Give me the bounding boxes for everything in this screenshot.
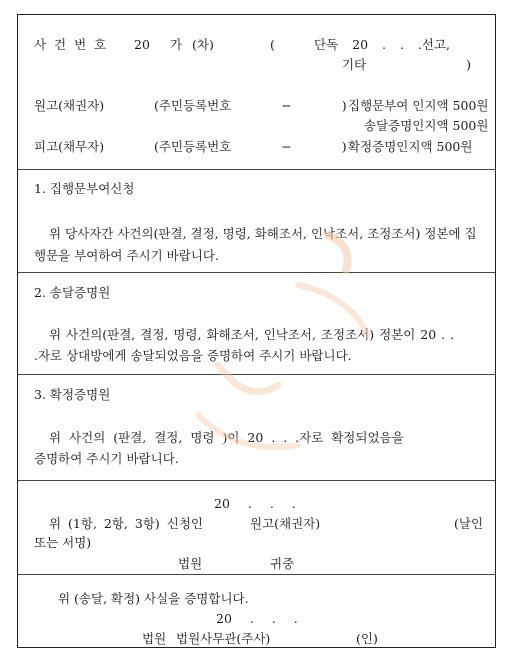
applicant-section [18,480,495,575]
certification-date: 20 . . . [216,611,298,626]
case-header-section [18,15,495,170]
service-certificate-section [18,272,495,375]
section-3-text-line2: 증명하여 주시기 바랍니다. [34,451,179,466]
finality-certificate-section [18,374,495,481]
applicant-line: 위 (1항, 2항, 3항) 신청인 [49,516,203,531]
application-date: 20 . . . [214,496,296,511]
execution-clause-section [18,169,495,273]
service-stamp-fee: 송달증명인지액 500원 [364,118,489,133]
finality-stamp-fee: 확정증명인지액 500원 [348,139,473,154]
section-1-title: 1. 집행문부여신청 [34,181,135,196]
defendant-id-number: (주민등록번호 − ) [154,139,347,154]
defendant-label: 피고(채무자) [34,139,105,154]
section-1-text-line2: 행문을 부여하여 주시기 바랍니다. [34,248,219,263]
judgment-date-line: 단독 20 . . .선고, [314,37,450,52]
paren-open: ( [270,37,275,52]
plaintiff-label: 원고(채권자) [34,98,105,113]
case-number-label: 사 건 번 호 [34,37,109,52]
application-form [17,14,496,648]
plaintiff-id-number: (주민등록번호 − ) [154,98,347,113]
section-3-text-line1: 위 사건의 (판결, 결정, 명령 )이 20 . . .자로 확정되었음을 [49,430,404,445]
certification-section [18,574,495,649]
seal-mark: (인) [356,631,378,646]
seal-or-sign-label-cont: 또는 서명) [34,535,92,550]
addressee: 귀중 [270,556,295,571]
court-clerk-title: 법원사무관(주사) [176,631,271,646]
judgment-other-line: 기타 ) [342,57,472,72]
section-2-title: 2. 송달증명원 [34,285,111,300]
section-2-text-line1: 위 사건의(판결, 결정, 명령, 화해조서, 인낙조서, 조정조서) 정본이 20 . . [49,327,455,342]
certifying-court: 법원 [142,631,167,646]
section-3-title: 3. 확정증명원 [34,387,111,402]
applicant-plaintiff: 원고(채권자) [250,516,321,531]
section-2-text-line2: .자로 상대방에게 송달되었음을 증명하여 주시기 바랍니다. [34,348,352,363]
case-type: 가 (차) [170,37,214,52]
section-1-text-line1: 위 당사자간 사건의(판결, 결정, 명령, 화해조서, 인낙조서, 조정조서) 정본에 집 [49,226,477,241]
court-name: 법원 [178,556,203,571]
execution-stamp-fee: 집행문부여 인지액 500원 [348,98,489,113]
certification-text: 위 (송달, 확정) 사실을 증명합니다. [58,591,249,606]
seal-or-sign-label: (날인 [454,516,484,531]
case-year: 20 [134,37,150,52]
